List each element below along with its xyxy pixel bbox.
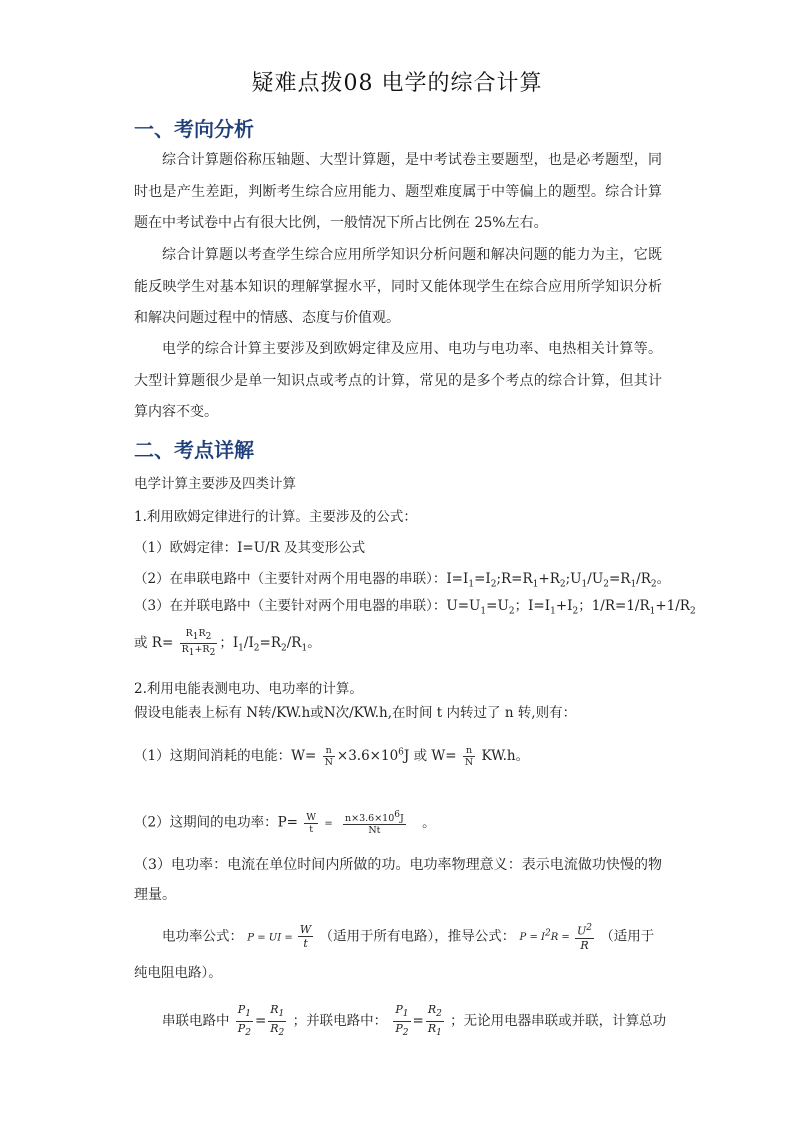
parallel-ratio-r: $\frac{R_2}{R_1}$ [427,1003,442,1039]
item-2: 2.利用电能表测电功、电功率的计算。 [134,681,363,697]
power-formula-text: （2）这期间的电功率：P= [134,814,298,831]
power-fraction-w-t-italic: $\frac{W}{t}$ [299,923,312,951]
item-2-desc: 假设电能表上标有 N转/KW.h或N次/KW.h,在时间 t 内转过了 n 转,则有： [134,705,577,721]
section-heading-analysis: 一、考向分析 [134,117,254,141]
item-1c-cont [134,628,321,659]
power-formula-i2r: $P = I^2R$ = [519,929,573,944]
item-1: 1.利用欧姆定律进行的计算。主要涉及的公式： [134,509,417,525]
item-1b [134,567,670,590]
power-formula-note: （适用于所有电路），推导公式： [319,928,516,945]
parallel-resistance-fraction: $\frac{R_1R_2}{R_1+R_2}$ [181,628,216,658]
paragraph-3: 电学的综合计算主要涉及到欧姆定律及应用、电功与电功率、电热相关计算等。大型计算题很少是单一知识点或考点的计算，常见的是多个考点的综合计算，但其计算内容不变。 [134,341,662,420]
power-formula-note2: （适用于 [600,928,655,945]
page-title: 疑难点拨08 电学的综合计算 [251,71,543,96]
item-1a: （1）欧姆定律：I=U/R 及其变形公式 [134,540,366,556]
intro-line: 电学计算主要涉及四类计算 [134,476,296,492]
item-e3: （3）电功率：电流在单位时间内所做的功。电功率物理意义：表示电流做功快慢的物理量。 [134,857,662,903]
or-prefix: 或 R= [134,634,174,651]
item-1c [134,594,696,617]
power-fraction-n-nt: $\frac{n\times 3.6\times 10^6J}{Nt}$ [345,810,404,837]
pure-resistance-line: 纯电阻电路）。 [134,965,222,981]
item-1c-text: （3）在并联电路中（主要针对两个用电器的串联）： [134,598,447,614]
power-formula-meter: （2）这期间的电功率：P= $\frac{W}{t}$ = $\frac{n\times 3.6\times 10^6J}{Nt}$ 。 [134,810,436,837]
parallel-label: ；并联电路中： [292,1013,388,1030]
energy-formula-text: （1）这期间消耗的电能：W= [134,748,317,764]
current-ratio: ；$I_1/I_2=R_2/R_1$。 [219,634,321,654]
energy-multiplier: ×3.6×10 [336,748,399,764]
energy-or: J 或 W= [403,748,457,764]
section-heading-details: 二、考点详解 [134,438,254,462]
energy-fraction-2: $\frac{n}{N}$ [464,745,474,768]
paragraph-2: 综合计算题以考查学生综合应用所学知识分析问题和解决问题的能力为主，它既能反映学生对基本知识的理解掌握水平，同时又能体现学生在综合应用所学知识分析和解决问题过程中的情感、态度与价值观。 [134,247,662,326]
power-formula-line [162,922,654,952]
energy-formula: （1）这期间消耗的电能：W= $\frac{n}{N}$ $\times 3.6\times 10^6J$ 或 W= $\frac{n}{N}$ KW.h。 [134,745,530,768]
power-formula-p-ui: P = UI = [247,932,296,944]
energy-fraction: $\frac{n}{N}$ [324,745,333,768]
series-ratio-p: $\frac{P_1}{P_2}$ [237,1003,251,1039]
ratio-line: 串联电路中 $\frac{P_1}{P_2}$ = $\frac{R_1}{R_2}$ ；并联电路中： $\frac{P_1}{P_2}$ = $\frac{R_2}{R_1}$ ；无论用电器串联或并联，计算总功 [162,1003,667,1039]
item-1b-text: （2）在串联电路中（主要针对两个用电器的串联）： [134,571,447,587]
parallel-formula: $U=U_1=U_2$；$I=I_1+I_2$；$1/R=1/R_1+1/R_2$ [446,598,696,617]
series-formula: $I=I_1=I_2;R=R_1+R_2;U_1/U_2=R_1/R_2$。 [446,571,671,590]
paragraph-1: 综合计算题俗称压轴题、大型计算题，是中考试卷主要题型，也是必考题型，同时也是产生差距，判断考生综合应用能力、题型难度属于中等偏上的题型。综合计算题在中考试卷中占有很大比例，一般情况下所占比例在 25%左右。 [134,152,662,231]
series-label: 串联电路中 [162,1013,230,1030]
parallel-ratio-p: $\frac{P_1}{P_2}$ [395,1003,409,1039]
power-fraction-w-t: $\frac{W}{t}$ [306,811,317,835]
power-formula-label: 电功率公式： [162,928,243,945]
energy-unit: KW.h。 [481,748,530,764]
power-fraction-u2-r: $\frac{U^2}{R}$ [576,923,592,952]
series-ratio-r: $\frac{R_1}{R_2}$ [270,1003,285,1039]
tail-text: ；无论用电器串联或并联，计算总功 [450,1013,667,1030]
